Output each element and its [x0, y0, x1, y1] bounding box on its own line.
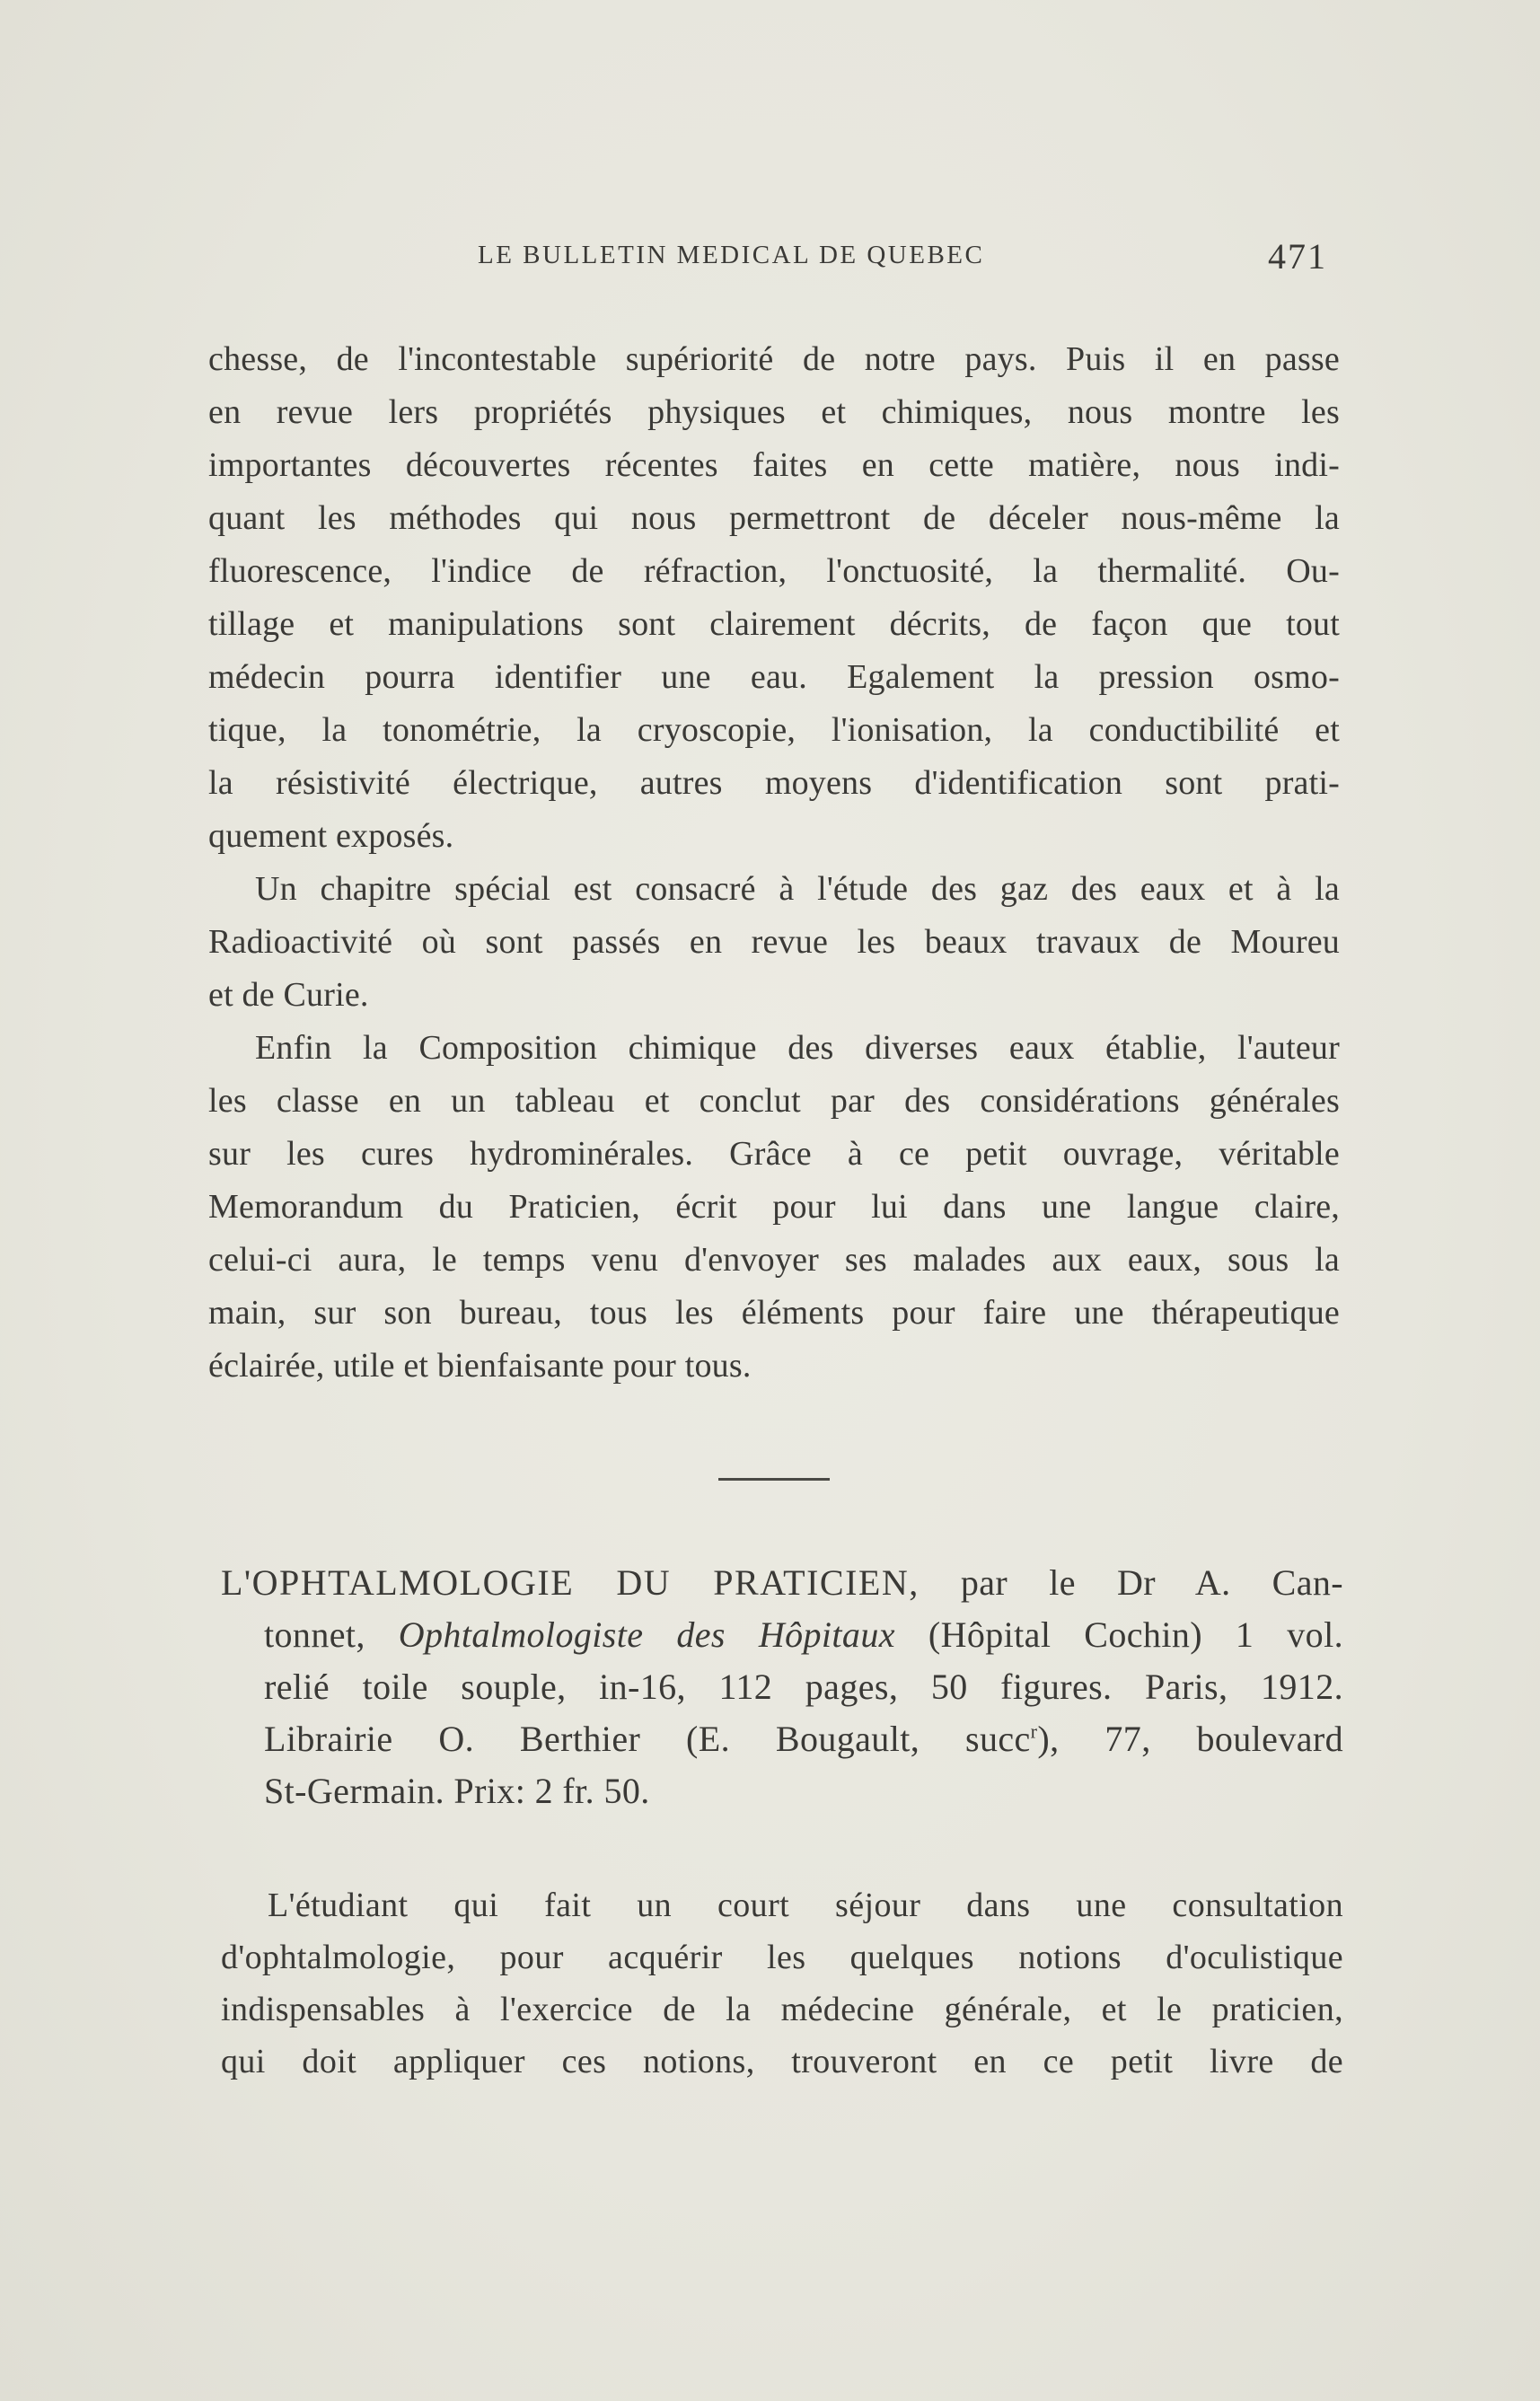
text-line: éclairée, utile et bienfaisante pour tous. [208, 1347, 752, 1385]
author-role: Ophtalmologiste des Hôpitaux [398, 1614, 895, 1655]
page-number: 471 [1268, 236, 1327, 277]
text-line: main, sur son bureau, tous les éléments pour faire une thérapeutique [208, 1294, 1340, 1332]
text-line: importantes découvertes récentes faites en cette matière, nous indi- [208, 446, 1340, 484]
review-new-paragraph [221, 1879, 1343, 2088]
text-line: d'ophtalmologie, pour acquérir les quelques notions d'oculistique [221, 1939, 1343, 1976]
book-reference [221, 1557, 1343, 1817]
text-line: qui doit appliquer ces notions, trouveront en ce petit livre de [221, 2043, 1343, 2080]
text-line: la résistivité électrique, autres moyens d'identification sont prati- [208, 764, 1340, 802]
running-header [0, 236, 1540, 277]
book-title: L'OPHTALMOLOGIE DU PRATICIEN, [221, 1562, 920, 1603]
text-line: médecin pourra identifier une eau. Egalement la pression osmo- [208, 658, 1340, 696]
reference-line: relié toile souple, in-16, 112 pages, 50 figures. Paris, 1912. [264, 1667, 1343, 1707]
section-divider [718, 1478, 830, 1481]
hospital-text: (Hôpital Cochin) 1 vol. [928, 1614, 1343, 1655]
author-text: tonnet, [264, 1614, 365, 1655]
reference-line: St-Germain. Prix: 2 fr. 50. [264, 1771, 650, 1811]
text-line: Memorandum du Praticien, écrit pour lui dans une langue claire, [208, 1188, 1340, 1226]
text-line: Radioactivité où sont passés en revue les beaux travaux de Moureu [208, 923, 1340, 961]
text-line: sur les cures hydrominérales. Grâce à ce petit ouvrage, véritable [208, 1135, 1340, 1173]
text-line: tique, la tonométrie, la cryoscopie, l'ionisation, la conductibilité et [208, 711, 1340, 749]
text-line: quant les méthodes qui nous permettront de déceler nous-même la [208, 499, 1340, 537]
text-line: chesse, de l'incontestable supériorité de notre pays. Puis il en passe [208, 340, 1340, 378]
paragraph-radioactivity [208, 863, 1340, 1022]
text-line: L'étudiant qui fait un court séjour dans une consultation [268, 1886, 1343, 1924]
publisher-text: Librairie O. Berthier (E. Bougault, succ [264, 1719, 1031, 1759]
text-line: Enfin la Composition chimique des diverses eaux établie, l'auteur [255, 1029, 1340, 1067]
text-line: fluorescence, l'indice de réfraction, l'onctuosité, la thermalité. Ou- [208, 552, 1340, 590]
reference-line [221, 1609, 1343, 1661]
text-line: et de Curie. [208, 976, 369, 1014]
author-text: par le Dr A. Can- [960, 1562, 1343, 1603]
review-continued-paragraph [208, 333, 1340, 863]
text-line: quement exposés. [208, 817, 454, 855]
text-line: en revue lers propriétés physiques et chimiques, nous montre les [208, 393, 1340, 431]
address-text: ), 77, boulevard [1037, 1719, 1343, 1759]
running-title: LE BULLETIN MEDICAL DE QUEBEC [478, 241, 985, 269]
superscript: r [1030, 1719, 1038, 1743]
reference-line [221, 1557, 1343, 1609]
paragraph-conclusion [208, 1022, 1340, 1393]
text-line: celui-ci aura, le temps venu d'envoyer ses malades aux eaux, sous la [208, 1241, 1340, 1279]
text-line: indispensables à l'exercice de la médecine générale, et le praticien, [221, 1991, 1343, 2028]
text-line: tillage et manipulations sont clairement décrits, de façon que tout [208, 605, 1340, 643]
text-line: les classe en un tableau et conclut par des considérations générales [208, 1082, 1340, 1120]
reference-line [221, 1713, 1343, 1765]
text-line: Un chapitre spécial est consacré à l'étude des gaz des eaux et à la [255, 870, 1340, 908]
